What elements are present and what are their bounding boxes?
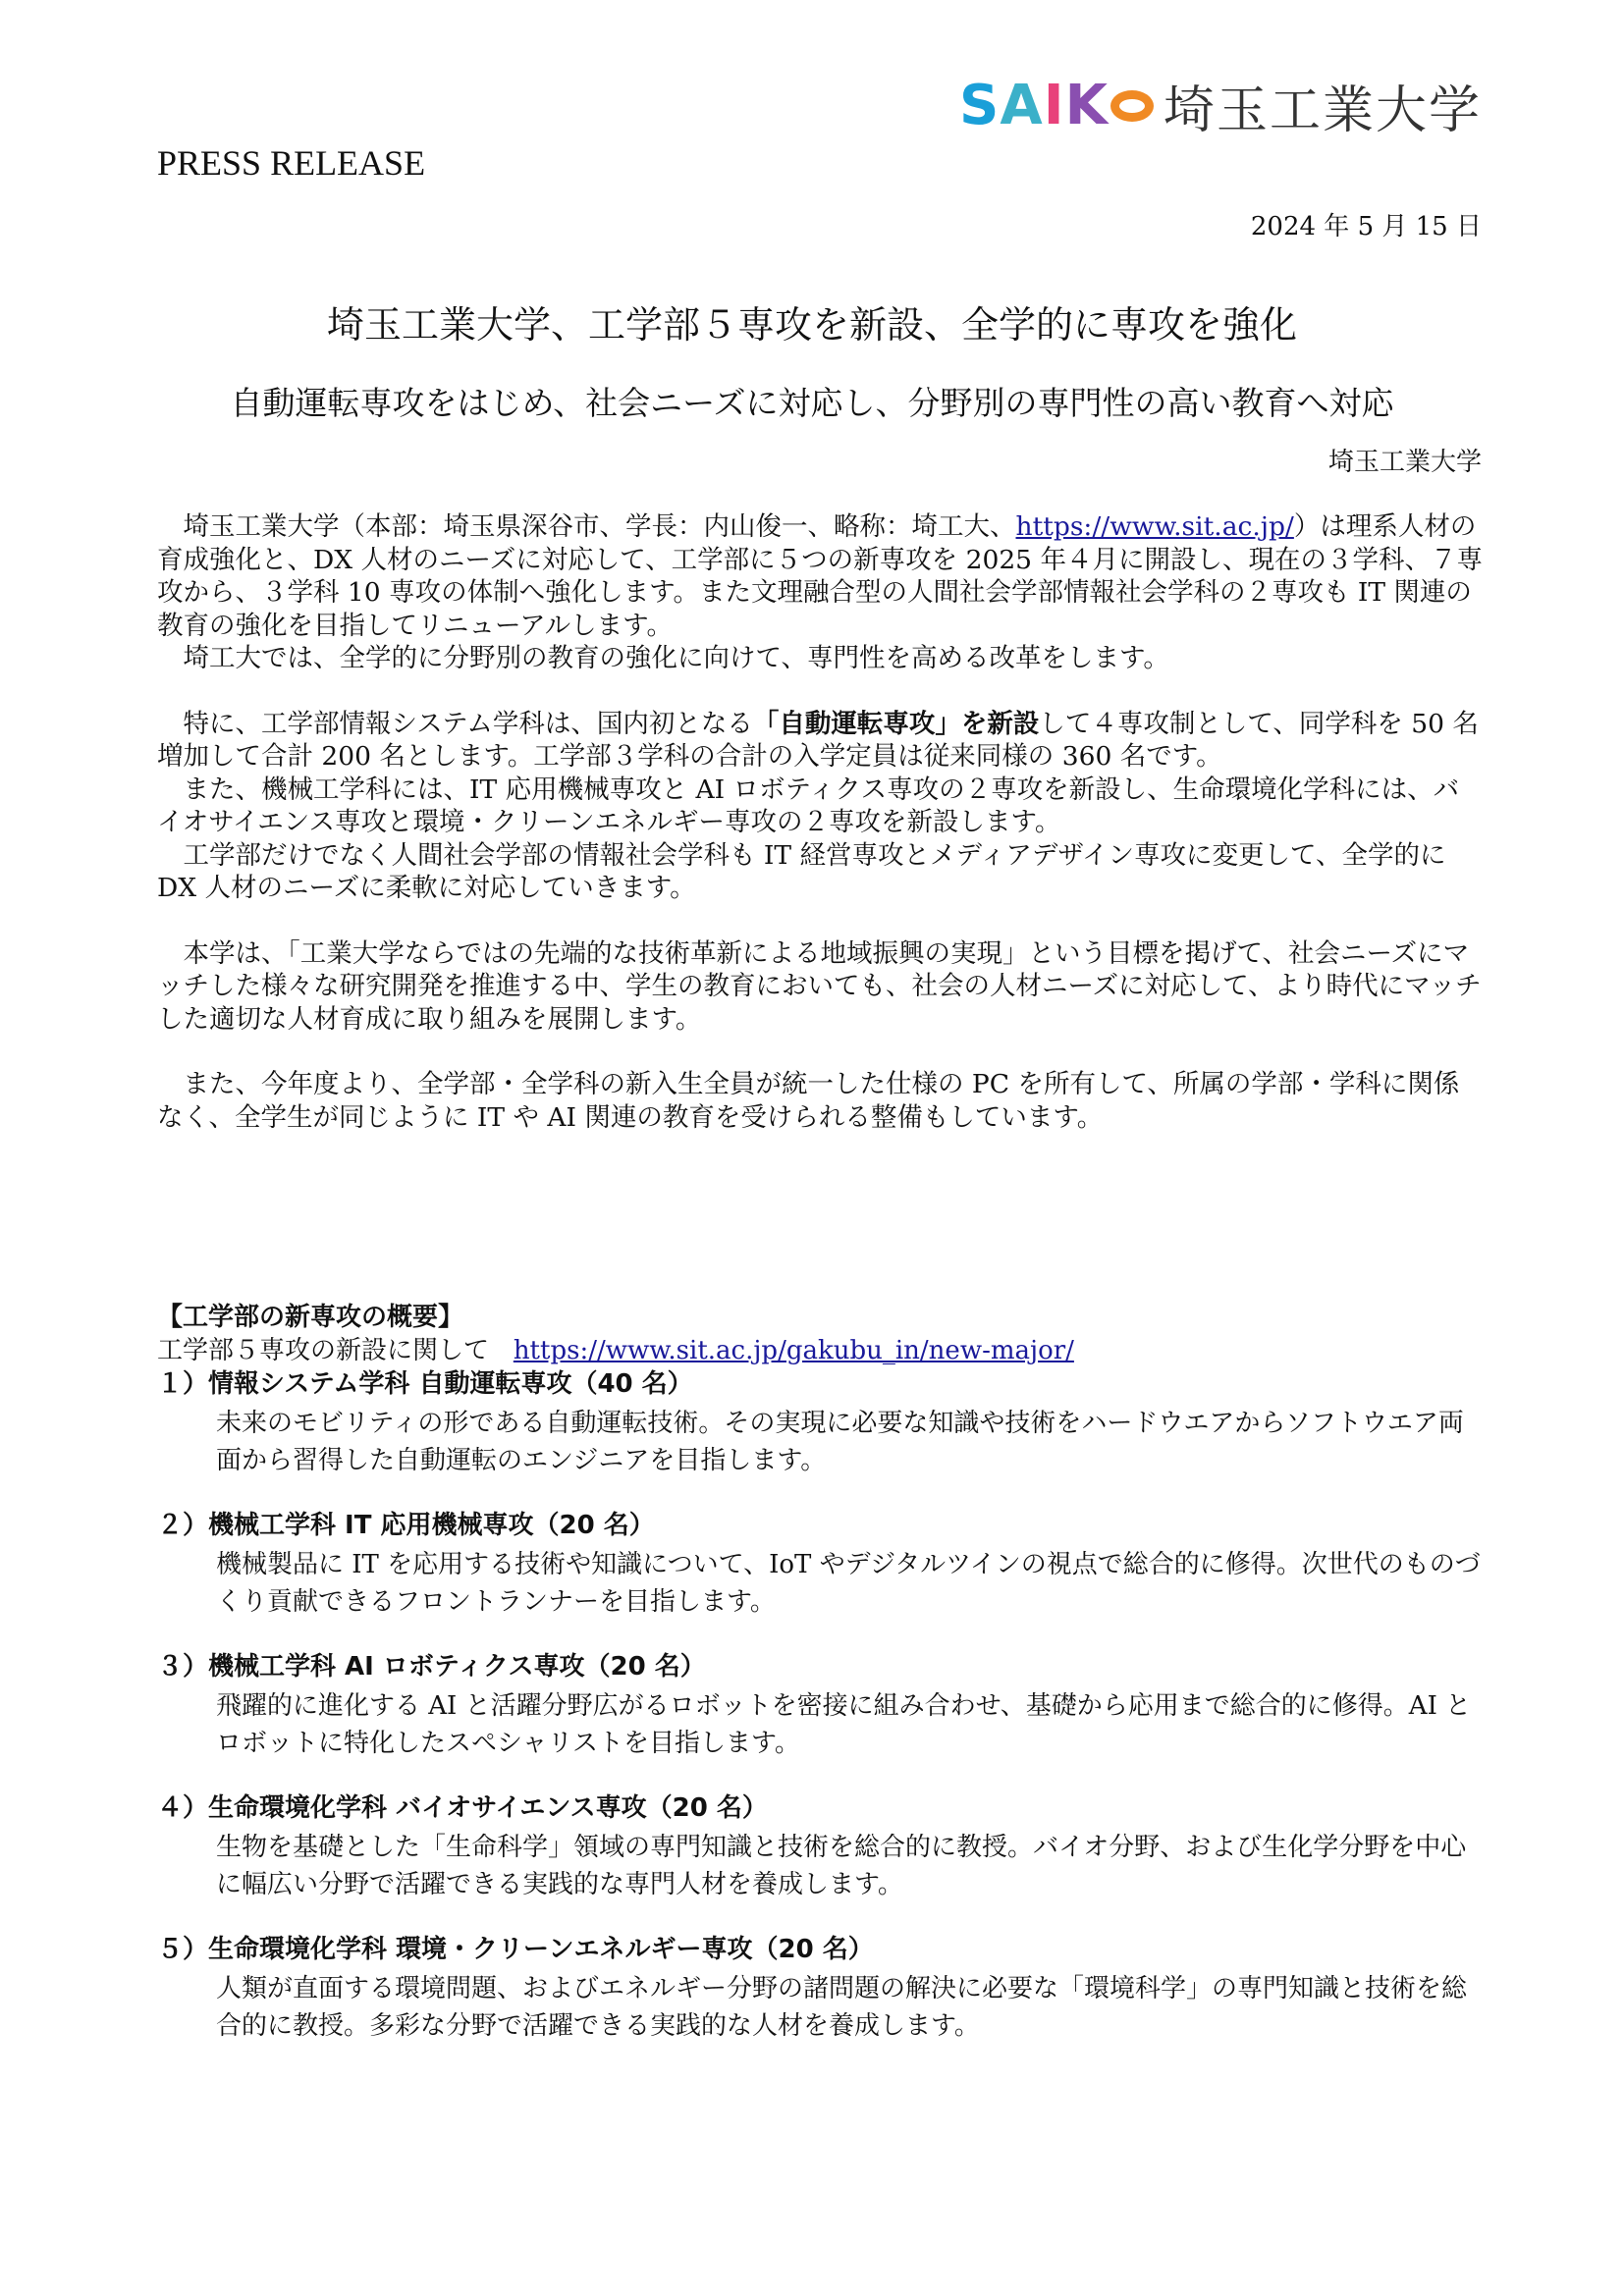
new-majors-overview [157, 1301, 1483, 2045]
major-description: 機械製品に IT を応用する技術や知識について、IoT やデジタルツインの視点で総合的に修得。次世代のものづくり貢献できるフロントランナーを目指します。 [216, 1550, 1481, 1617]
overview-intro [157, 1334, 1483, 1367]
press-release-label: PRESS RELEASE [157, 143, 426, 183]
major-description: 飛躍的に進化する AI と活躍分野広がるロボットを密接に組み合わせ、基礎から応用まで総合的に修得。AI とロボットに特化したスペシャリストを目指します。 [216, 1691, 1472, 1758]
major-title: ２）機械工学科 IT 応用機械専攻（20 名） [157, 1511, 655, 1540]
major-item [157, 1509, 1483, 1621]
paragraph-goal: 本学は、「工業大学ならではの先端的な技術革新による地域振興の実現」という目標を掲げて、社会ニーズにマッチした様々な研究開発を推進する中、学生の教育においても、社会の人材ニーズに対応して、より時代にマッチした適切な人材育成に取り組みを展開します。 [157, 937, 1482, 1035]
major-item [157, 1650, 1483, 1762]
logo-university-name: 埼玉工業大学 [1163, 81, 1482, 140]
major-title: ３）機械工学科 AI ロボティクス専攻（20 名） [157, 1652, 706, 1682]
university-logo [959, 69, 1482, 142]
paragraph-text: して４専攻制として、同学科を 50 名増加して合計 200 名とします。工学部３学科の合計の入学定員は従来同様の 360 名です。 [157, 708, 1479, 772]
overview-intro-text: 工学部５専攻の新設に関して [157, 1336, 490, 1365]
new-major-link[interactable]: https://www.sit.ac.jp/gakubu_in/new-major/ [513, 1336, 1074, 1365]
paragraph-reform: 埼工大では、全学的に分野別の教育の強化に向けて、専門性を高める改革をします。 [183, 643, 1169, 673]
logo-letter-i: I [1043, 73, 1065, 137]
major-item [157, 1933, 1483, 2045]
paragraph-autonomous [157, 708, 1483, 774]
major-item [157, 1791, 1483, 1903]
major-item [157, 1367, 1483, 1479]
paragraph-intro [157, 510, 1483, 642]
logo-letter-s: S [959, 73, 1001, 137]
highlight-new-major: 「自動運転専攻」を新設 [752, 708, 1040, 739]
page-subtitle: 自動運転専攻をはじめ、社会ニーズに対応し、分野別の専門性の高い教育へ対応 [230, 384, 1394, 422]
major-description: 未来のモビリティの形である自動運転技術。その実現に必要な知識や技術をハードウエアからソフトウエア両面から習得した自動運転のエンジニアを目指します。 [216, 1409, 1464, 1475]
major-description: 人類が直面する環境問題、およびエネルギー分野の諸問題の解決に必要な「環境科学」の専門知識と技術を総合的に教授。多彩な分野で活躍できる実践的な人材を養成します。 [216, 1974, 1468, 2041]
logo-letter-k: K [1064, 73, 1109, 137]
major-description: 生物を基礎とした「生命科学」領域の専門知識と技術を総合的に教授。バイオ分野、および生化学分野を中心に幅広い分野で活躍できる実践的な専門人材を養成します。 [216, 1833, 1467, 1899]
paragraph-social: 工学部だけでなく人間社会学部の情報社会学科も IT 経営専攻とメディアデザイン専攻に変更して、全学的に DX 人材のニーズに柔軟に対応していきます。 [157, 839, 1446, 903]
paragraph-mechanical: また、機械工学科には、IT 応用機械専攻と AI ロボティクス専攻の２専攻を新設し、生命環境化学科には、バイオサイエンス専攻と環境・クリーンエネルギー専攻の２専攻を新設します。 [157, 774, 1460, 837]
logo-ring-icon [1110, 90, 1154, 122]
university-website-link[interactable]: https://www.sit.ac.jp/ [1015, 511, 1294, 542]
body-text [157, 510, 1483, 1134]
overview-heading: 【工学部の新専攻の概要】 [157, 1303, 464, 1332]
page-title: 埼玉工業大学、工学部５専攻を新設、全学的に専攻を強化 [326, 303, 1297, 347]
paragraph-text: 特に、工学部情報システム学科は、国内初となる [183, 708, 753, 739]
author: 埼玉工業大学 [1327, 448, 1482, 477]
major-title: ４）生命環境化学科 バイオサイエンス専攻（20 名） [157, 1793, 768, 1823]
major-title: １）情報システム学科 自動運転専攻（40 名） [157, 1369, 693, 1399]
saiko-logo-mark [959, 73, 1154, 137]
paragraph-text: ）は理系人材の育成強化と、DX 人材のニーズに対応して、工学部に５つの新専攻を 2025 年４月に開設し、現在の３学科、７専攻から、３学科 10 専攻の体制へ強化します。また文理融合型の人間社会学部情報社会学科の２専攻も IT 関連の教育の強化を目指してリニューアルします。 [157, 511, 1483, 641]
release-date: 2024 年 5 月 15 日 [1250, 212, 1482, 241]
major-title: ５）生命環境化学科 環境・クリーンエネルギー専攻（20 名） [157, 1935, 874, 1964]
paragraph-pc: また、今年度より、全学部・全学科の新入生全員が統一した仕様の PC を所有して、所属の学部・学科に関係なく、全学生が同じように IT や AI 関連の教育を受けられる整備もしています。 [157, 1069, 1460, 1133]
logo-letter-a: A [1000, 73, 1044, 137]
paragraph-text: 埼玉工業大学（本部：埼玉県深谷市、学長：内山俊一、略称：埼工大、 [183, 511, 1016, 542]
